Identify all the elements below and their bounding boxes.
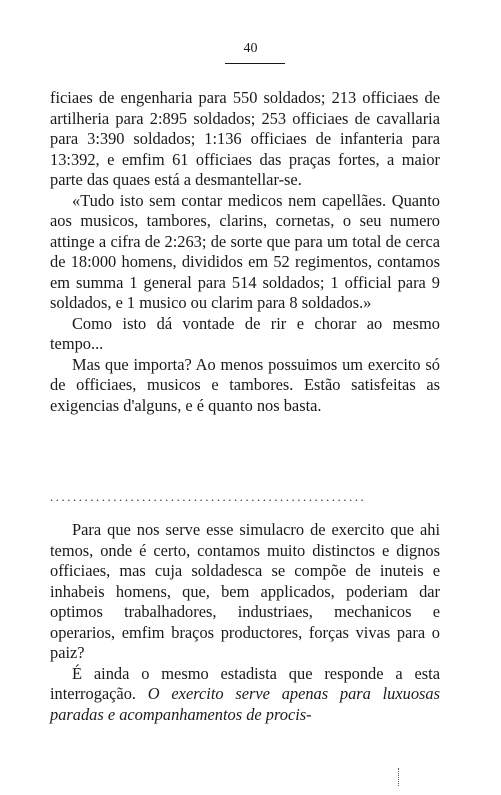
paragraph-continuation: ficiaes de engenharia para 550 soldados; 213 officiaes de artilheria para 2:895 soldados; 253 officiaes de cavallaria para 3:390 soldados; 1:136 officiaes de infanteria para 13:392, e emfim 61 officiaes das praças fortes, a maior parte das quaes está a desmantellar-se. <box>50 88 440 189</box>
text-block-lower <box>50 520 440 725</box>
paragraph-estadista-plain: É ainda o mesmo estadista que responde a esta interrogação. <box>50 663 440 703</box>
paragraph-estadista <box>50 664 440 726</box>
section-separator-dots: ....................................................... <box>50 489 367 504</box>
paragraph-what-matters: Mas que importa? Ao menos possuimos um exercito só de officiaes, musicos e tambores. Estão satisfeitas as exigencias d'alguns, e é quanto nos basta. <box>50 354 440 415</box>
page-number: 40 <box>243 41 258 56</box>
paragraph-estadista-italic: O exercito serve apenas para luxuosas paradas e acompanhamentos de procis- <box>50 684 440 724</box>
paragraph-simulacro: Para que nos serve esse simulacro de exercito que ahi temos, onde é certo, contamos muito distinctos e dignos officiaes, mas cuja soldadesca se compõe de inuteis e inhabeis homens, que, bem applicados, poderiam dar optimos trabalhadores, industriaes, mechanicos e operarios, emfim braços productores, forças vivas para o paiz? <box>50 520 440 662</box>
paragraph-quote: «Tudo isto sem contar medicos nem capellães. Quanto aos musicos, tambores, clarins, cornetas, o seu numero attinge a cifra de 2:263; de sorte que para um total de cerca de 18:000 homens, divididos em 52 regimentos, contamos em summa 1 general para 514 soldados; 1 official para 9 soldados, e 1 musico ou clarim para 8 soldados.» <box>50 190 440 312</box>
page-number-rule <box>225 63 285 64</box>
paragraph-laugh-cry: Como isto dá vontade de rir e chorar ao mesmo tempo... <box>50 313 440 353</box>
scan-edge-mark <box>398 768 400 786</box>
text-block-upper <box>50 88 440 416</box>
